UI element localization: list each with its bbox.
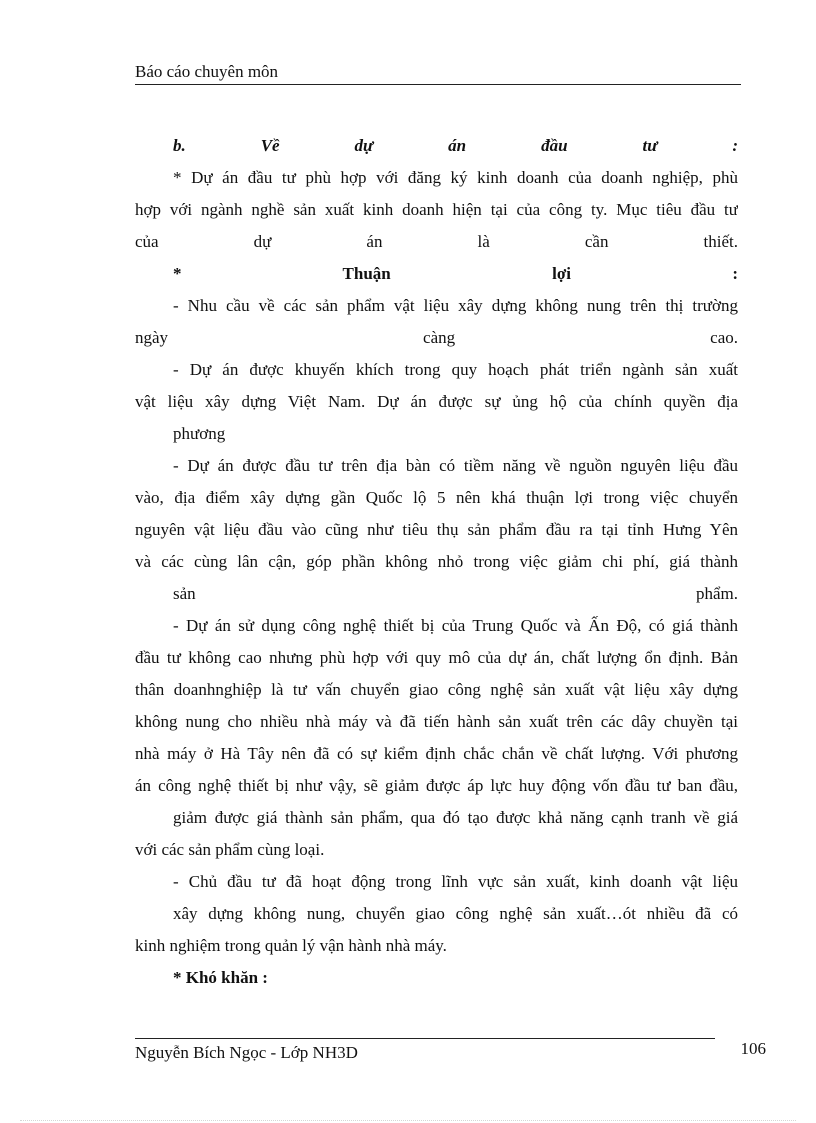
paragraph-line: của dự án là cần thiết. xyxy=(135,232,738,251)
footer-author: Nguyễn Bích Ngọc - Lớp NH3D xyxy=(135,1043,358,1062)
paragraph-line: xây dựng không nung, chuyển giao công nghệ sản xuất…ót nhiều đã có xyxy=(173,904,738,923)
subheading-advantages: * Thuận lợi : xyxy=(173,264,738,283)
paragraph-line: giảm được giá thành sản phẩm, qua đó tạo được khả năng cạnh tranh về giá xyxy=(173,808,738,827)
paragraph-line: sản phẩm. xyxy=(173,584,738,603)
paragraph-line: - Dự án được khuyến khích trong quy hoạch phát triển ngành sản xuất xyxy=(173,360,738,379)
document-body xyxy=(135,130,738,994)
paragraph-line: - Dự án sử dụng công nghệ thiết bị của Trung Quốc và Ấn Độ, có giá thành xyxy=(173,616,738,635)
paragraph-line: phương xyxy=(173,424,226,443)
paragraph-line: nguyên vật liệu đầu vào cũng như tiêu thụ sản phẩm đầu ra tại tỉnh Hưng Yên xyxy=(135,520,738,539)
paragraph-line: không nung cho nhiều nhà máy và đã tiến hành sản xuất trên các dây chuyền tại xyxy=(135,712,738,731)
paragraph-line: và các cùng lân cận, góp phần không nhỏ trong việc giảm chi phí, giá thành xyxy=(135,552,738,571)
page-bottom-edge xyxy=(20,1120,796,1121)
paragraph-line: hợp với ngành nghề sản xuất kinh doanh hiện tại của công ty. Mục tiêu đầu tư xyxy=(135,200,738,219)
header-rule xyxy=(135,84,741,85)
page-number: 106 xyxy=(740,1039,766,1058)
paragraph-line: với các sản phẩm cùng loại. xyxy=(135,840,325,859)
paragraph-line: * Dự án đầu tư phù hợp với đăng ký kinh doanh của doanh nghiệp, phù xyxy=(173,168,738,187)
paragraph-line: đầu tư không cao nhưng phù hợp với quy mô của dự án, chất lượng ổn định. Bản xyxy=(135,648,738,667)
paragraph-line: - Dự án được đầu tư trên địa bàn có tiềm năng về nguồn nguyên liệu đầu xyxy=(173,456,738,475)
paragraph-line: ngày càng cao. xyxy=(135,328,738,347)
paragraph-line: án công nghệ thiết bị như vậy, sẽ giảm được áp lực huy động vốn đầu tư ban đầu, xyxy=(135,776,738,795)
paragraph-line: vào, địa điểm xây dựng gần Quốc lộ 5 nên khá thuận lợi trong việc chuyển xyxy=(135,488,738,507)
paragraph-line: thân doanhnghiệp là tư vấn chuyển giao công nghệ sản xuất vật liệu xây dựng xyxy=(135,680,738,699)
paragraph-line: nhà máy ở Hà Tây nên đã có sự kiểm định chắc chắn về chất lượng. Với phương xyxy=(135,744,738,763)
paragraph-line: - Nhu cầu về các sản phẩm vật liệu xây dựng không nung trên thị trường xyxy=(173,296,738,315)
paragraph-line: kinh nghiệm trong quản lý vận hành nhà máy. xyxy=(135,936,447,955)
subheading-difficulties: * Khó khăn : xyxy=(173,968,268,987)
section-heading-project: b. Về dự án đầu tư : xyxy=(173,136,738,155)
page-header-title: Báo cáo chuyên môn xyxy=(135,62,279,81)
paragraph-line: - Chủ đầu tư đã hoạt động trong lĩnh vực sản xuất, kinh doanh vật liệu xyxy=(173,872,738,891)
footer-rule xyxy=(135,1038,715,1039)
paragraph-line: vật liệu xây dựng Việt Nam. Dự án được sự ủng hộ của chính quyền địa xyxy=(135,392,738,411)
